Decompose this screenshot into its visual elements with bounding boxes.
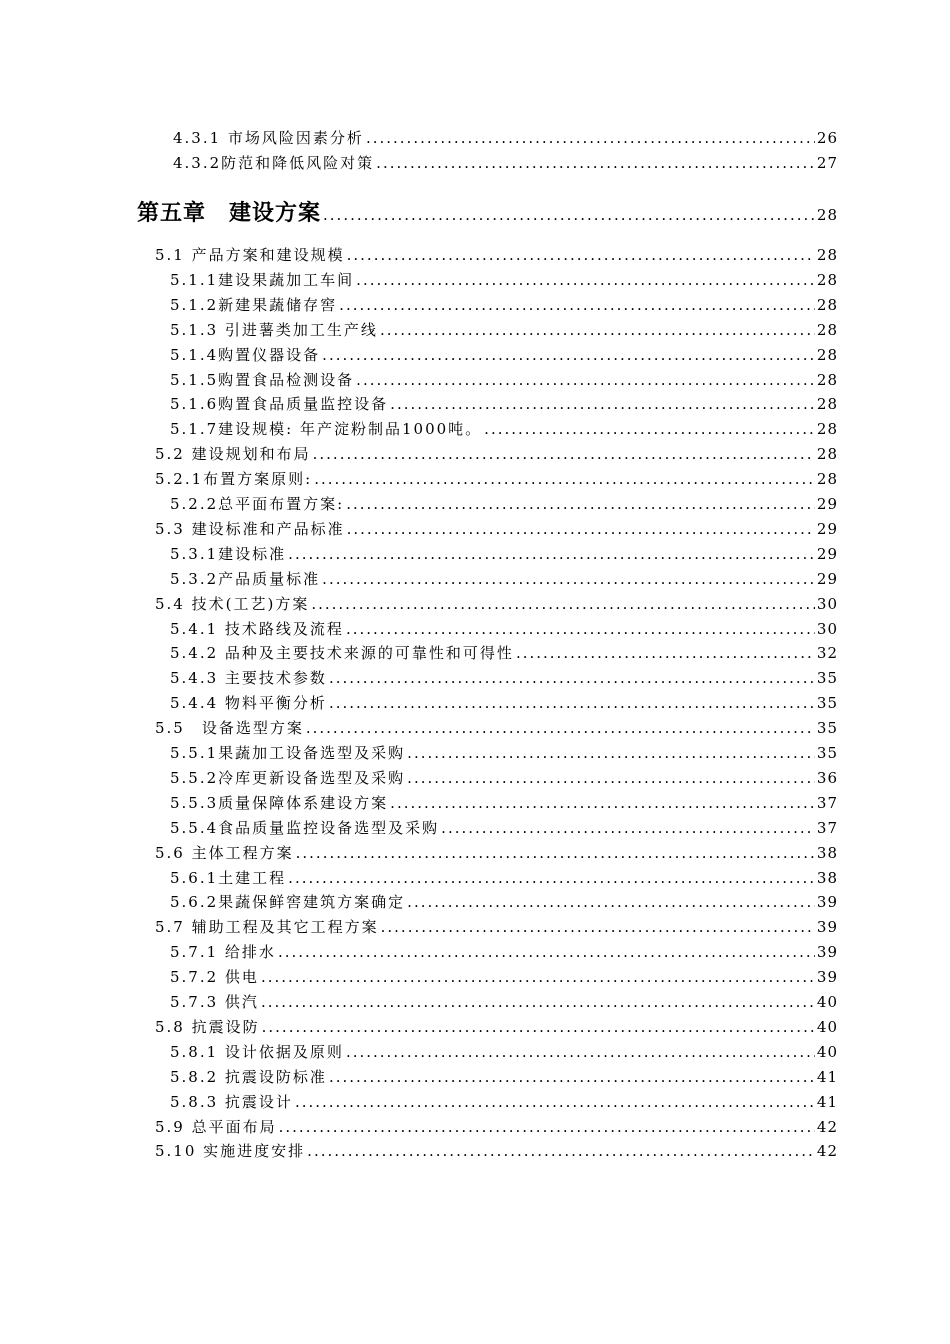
toc-leader-dots [262,1017,815,1037]
toc-entry-label: 5.5.3质量保障体系建设方案 [170,794,389,812]
toc-entry[interactable] [170,1042,838,1062]
toc-leader-dots [381,917,815,937]
toc-leader-dots [261,992,815,1012]
toc-entry-label: 5.1.7建设规模: 年产淀粉制品1000吨。 [170,420,483,438]
toc-entry-label: 5.5.2冷库更新设备选型及采购 [170,769,406,787]
toc-entry-page: 39 [816,968,838,986]
toc-leader-dots [376,153,815,173]
toc-leader-dots [407,743,815,763]
toc-leader-dots [347,519,815,539]
toc-entry-page: 28 [816,371,838,389]
toc-leader-dots [314,469,815,489]
toc-entry-page: 28 [816,206,838,224]
toc-leader-dots [306,718,815,738]
toc-entry-page: 35 [816,694,838,712]
toc-entry-label: 5.8.1 设计依据及原则 [170,1043,344,1061]
toc-entry[interactable] [155,1141,838,1161]
toc-leader-dots [356,370,815,390]
toc-entry-page: 30 [816,595,838,613]
toc-entry[interactable] [155,245,838,265]
toc-leader-dots [346,619,815,639]
toc-entry-label: 5.3 建设标准和产品标准 [155,520,345,538]
toc-entry[interactable] [170,320,838,340]
toc-entry-label: 5.5.4食品质量监控设备选型及采购 [170,819,440,837]
toc-entry[interactable] [170,419,838,439]
toc-entry-label: 5.4.2 品种及主要技术来源的可靠性和可得性 [170,644,514,662]
toc-entry[interactable] [170,942,838,962]
toc-entry[interactable] [170,1067,838,1087]
toc-entry-label: 5.6 主体工程方案 [155,844,294,862]
toc-entry-page: 29 [816,495,838,513]
toc-entry-label: 5.1.5购置食品检测设备 [170,371,355,389]
toc-entry-page: 37 [816,794,838,812]
toc-entry-label: 5.6.1土建工程 [170,869,287,887]
toc-entry-page: 28 [816,346,838,364]
chapter-title: 第五章 建设方案 [137,201,322,226]
toc-leader-dots [296,843,815,863]
toc-entry-page: 26 [816,129,838,147]
toc-leader-dots [323,206,815,224]
toc-entry[interactable] [155,917,838,937]
toc-entry[interactable] [170,818,838,838]
toc-entry-page: 42 [816,1142,838,1160]
toc-entry[interactable] [170,295,838,315]
toc-entry-label: 5.8 抗震设防 [155,1018,260,1036]
toc-entry-label: 5.1.6购置食品质量监控设备 [170,395,389,413]
toc-entry-page: 28 [816,420,838,438]
toc-entry-label: 5.9 总平面布局 [155,1118,277,1136]
toc-entry-page: 39 [816,918,838,936]
toc-entry-label: 5.5 设备选型方案 [155,719,304,737]
toc-entry-label: 5.7 辅助工程及其它工程方案 [155,918,379,936]
toc-entry[interactable] [155,444,838,464]
toc-leader-dots [279,1117,815,1137]
toc-entry[interactable] [170,992,838,1012]
toc-entry[interactable] [170,494,838,514]
toc-entry-page: 35 [816,719,838,737]
toc-entry-page: 29 [816,520,838,538]
toc-leader-dots [322,569,815,589]
toc-entry-page: 39 [816,893,838,911]
toc-leader-dots [390,394,815,414]
toc-entry-label: 5.10 实施进度安排 [155,1142,306,1160]
toc-entry-page: 41 [816,1068,838,1086]
toc-entry-label: 4.3.1 市场风险因素分析 [173,129,364,147]
toc-entry-label: 5.2.1布置方案原则: [155,470,313,488]
toc-entry-page: 29 [816,570,838,588]
toc-entry-label: 5.6.2果蔬保鲜窖建筑方案确定 [170,893,406,911]
toc-entry[interactable] [170,743,838,763]
toc-entry[interactable] [155,843,838,863]
toc-entry[interactable] [170,768,838,788]
toc-leader-dots [356,270,815,290]
toc-leader-dots [329,1067,815,1087]
toc-entry-label: 5.3.2产品质量标准 [170,570,321,588]
toc-leader-dots [484,419,815,439]
toc-entry-page: 37 [816,819,838,837]
toc-entry[interactable] [155,594,838,614]
toc-entry-label: 5.8.3 抗震设计 [170,1093,293,1111]
toc-entry-label: 5.3.1建设标准 [170,545,287,563]
toc-entry-label: 5.2.2总平面布置方案: [170,495,345,513]
toc-entry-page: 28 [816,321,838,339]
toc-entry[interactable] [170,793,838,813]
toc-entry[interactable] [170,370,838,390]
toc-entry[interactable] [170,345,838,365]
toc-leader-dots [322,345,815,365]
toc-leader-dots [390,793,815,813]
toc-leader-dots [441,818,815,838]
toc-entry-page: 28 [816,470,838,488]
toc-entry-page: 28 [816,246,838,264]
toc-entry[interactable] [170,569,838,589]
toc-leader-dots [295,1092,815,1112]
toc-entry-label: 5.1.1建设果蔬加工车间 [170,271,355,289]
toc-entry-page: 38 [816,869,838,887]
toc-entry[interactable] [170,693,838,713]
toc-entry[interactable] [155,1117,838,1137]
toc-entry-page: 42 [816,1118,838,1136]
toc-entry[interactable] [155,718,838,738]
toc-entry-label: 5.4.3 主要技术参数 [170,669,327,687]
toc-entry[interactable] [170,270,838,290]
toc-entry-page: 35 [816,744,838,762]
toc-leader-dots [380,320,815,340]
toc-leader-dots [311,594,815,614]
toc-entry-label: 5.7.1 给排水 [170,943,276,961]
toc-entry-page: 30 [816,620,838,638]
toc-entry-page: 35 [816,669,838,687]
toc-leader-dots [346,1042,815,1062]
toc-entry[interactable] [155,469,838,489]
toc-entry[interactable] [170,394,838,414]
toc-entry-label: 4.3.2防范和降低风险对策 [173,154,375,172]
toc-entry-label: 5.7.3 供汽 [170,993,259,1011]
toc-entry[interactable] [155,519,838,539]
toc-leader-dots [366,128,815,148]
toc-entry-page: 40 [816,993,838,1011]
toc-leader-dots [261,967,815,987]
toc-entry[interactable] [170,1092,838,1112]
toc-entry-page: 32 [816,644,838,662]
toc-entry-label: 5.1.2新建果蔬储存窖 [170,296,338,314]
toc-leader-dots [329,668,815,688]
toc-leader-dots [288,544,815,564]
toc-entry-label: 5.7.2 供电 [170,968,259,986]
toc-leader-dots [278,942,815,962]
toc-entry[interactable] [170,868,838,888]
toc-entry-page: 36 [816,769,838,787]
toc-entry[interactable] [173,153,838,173]
toc-entry-page: 27 [816,154,838,172]
toc-entry[interactable] [170,544,838,564]
toc-entry-label: 5.4.1 技术路线及流程 [170,620,344,638]
toc-entry-page: 28 [816,296,838,314]
toc-leader-dots [346,494,815,514]
toc-entry-page: 40 [816,1043,838,1061]
toc-entry-page: 28 [816,445,838,463]
toc-leader-dots [329,693,815,713]
toc-leader-dots [516,643,815,663]
toc-entry-label: 5.8.2 抗震设防标准 [170,1068,327,1086]
toc-entry[interactable] [170,619,838,639]
toc-leader-dots [407,892,815,912]
toc-entry-page: 40 [816,1018,838,1036]
toc-entry[interactable] [170,892,838,912]
toc-entry-page: 41 [816,1093,838,1111]
toc-leader-dots [339,295,815,315]
toc-entry-page: 38 [816,844,838,862]
toc-entry[interactable] [170,668,838,688]
toc-entry[interactable] [170,643,838,663]
toc-leader-dots [347,245,815,265]
toc-entry-label: 5.1.4购置仪器设备 [170,346,321,364]
toc-entry-label: 5.5.1果蔬加工设备选型及采购 [170,744,406,762]
toc-entry[interactable] [170,967,838,987]
toc-leader-dots [313,444,815,464]
toc-entry-label: 5.4.4 物料平衡分析 [170,694,327,712]
toc-leader-dots [288,868,815,888]
toc-entry-label: 5.2 建设规划和布局 [155,445,311,463]
toc-entry-page: 39 [816,943,838,961]
toc-entry-label: 5.1.3 引进薯类加工生产线 [170,321,378,339]
toc-entry-label: 5.1 产品方案和建设规模 [155,246,345,264]
toc-entry-page: 28 [816,271,838,289]
toc-entry-label: 5.4 技术(工艺)方案 [155,595,310,613]
toc-entry-page: 29 [816,545,838,563]
toc-entry-page: 28 [816,395,838,413]
toc-entry[interactable] [173,128,838,148]
toc-entry[interactable] [155,1017,838,1037]
toc-leader-dots [407,768,815,788]
toc-chapter-heading[interactable] [137,196,838,228]
toc-leader-dots [307,1141,815,1161]
